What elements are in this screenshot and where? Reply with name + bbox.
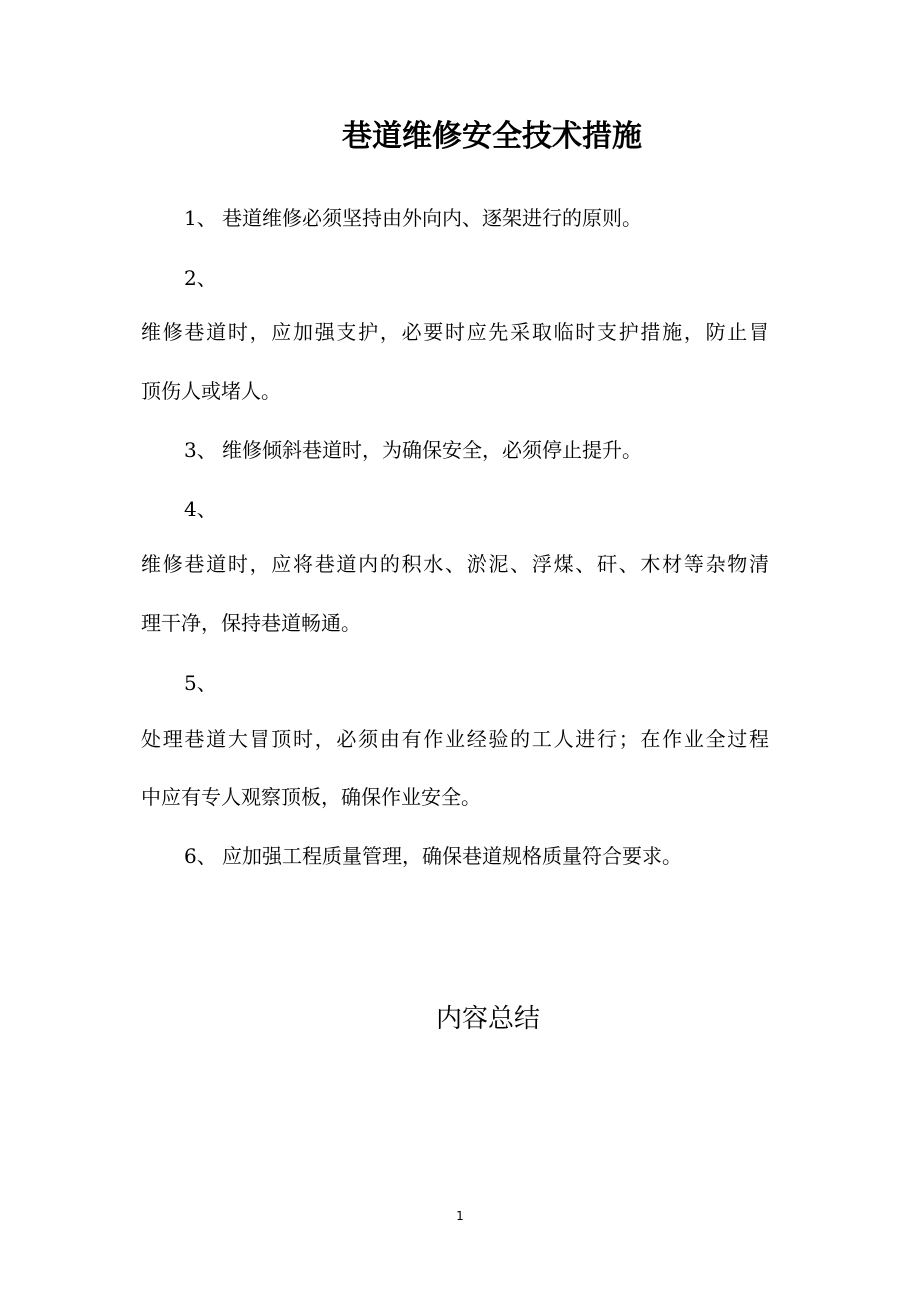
list-item-5-number [184,668,222,698]
list-item-4-line-1: 维修巷道时，应将巷道内的积水、淤泥、浮煤、矸、木材等杂物清 [141,552,769,576]
item-number: 6、 [184,844,217,868]
summary-heading: 内容总结 [435,1004,540,1034]
list-item-3 [184,435,642,465]
list-item-2-line-2: 顶伤人或堵人。 [141,379,281,403]
item-number: 5、 [184,671,217,695]
list-item-6 [184,841,682,871]
list-item-4-line-2: 理干净，保持巷道畅通。 [141,611,361,635]
list-item-4-number [184,494,222,524]
list-item-2-number [184,263,222,293]
document-title: 巷道维修安全技术措施 [342,119,642,154]
item-text: 维修倾斜巷道时，为确保安全，必须停止提升。 [222,438,642,462]
item-number: 2、 [184,266,217,290]
list-item-2-line-1: 维修巷道时，应加强支护，必要时应先采取临时支护措施，防止冒 [141,320,769,344]
page-number: 1 [456,1209,464,1223]
item-text: 巷道维修必须坚持由外向内、逐架进行的原则。 [222,206,642,230]
list-item-5-line-1: 处理巷道大冒顶时，必须由有作业经验的工人进行；在作业全过程 [141,727,769,751]
list-item-1 [184,203,642,233]
item-number: 3、 [184,438,217,462]
item-number: 1、 [184,206,217,230]
item-number: 4、 [184,497,217,521]
list-item-5-line-2: 中应有专人观察顶板，确保作业安全。 [141,785,481,809]
item-text: 应加强工程质量管理，确保巷道规格质量符合要求。 [222,844,682,868]
